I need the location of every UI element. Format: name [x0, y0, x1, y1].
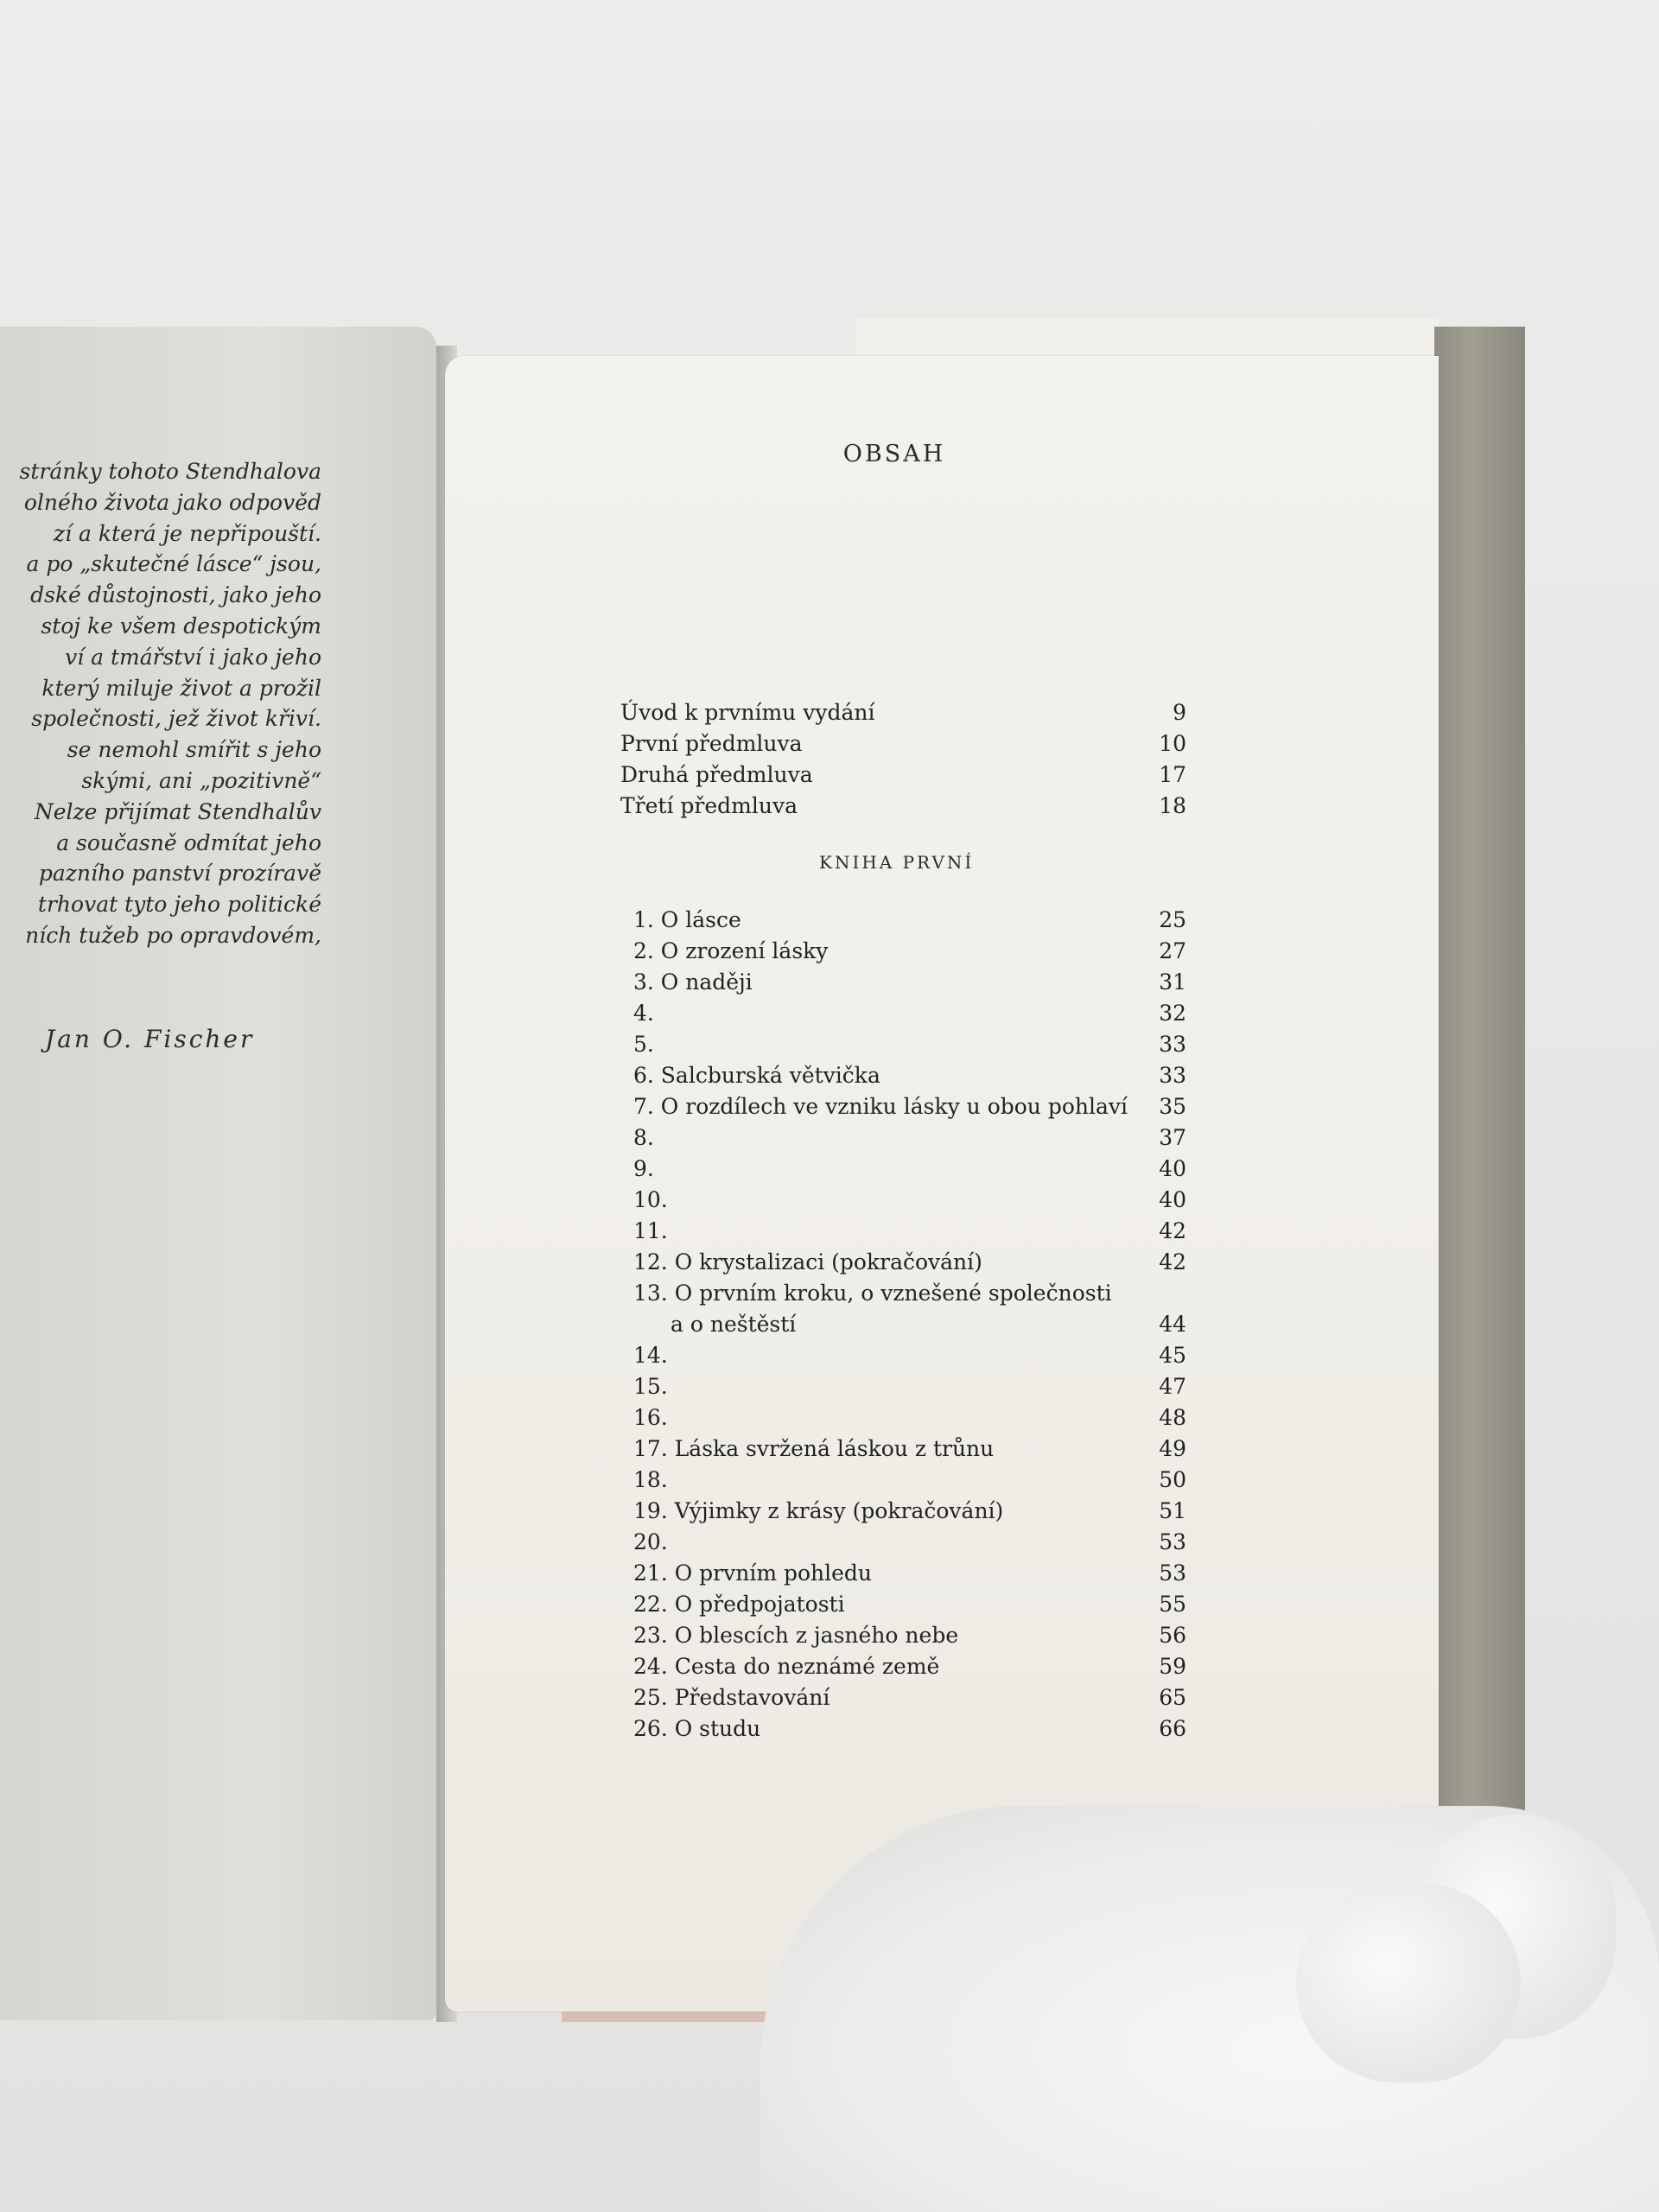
toc-entry-title: 6. Salcburská větvička: [633, 1063, 880, 1088]
left-line: olného života jako odpověď: [23, 489, 321, 515]
toc-entry-page: 33: [1159, 1063, 1186, 1088]
left-line: pazního panství prozíravě: [38, 861, 321, 887]
left-line: stránky tohoto Stendhalova: [19, 459, 321, 484]
toc-entry: [620, 700, 1186, 729]
toc-entry-page: 44: [1159, 1312, 1186, 1337]
toc-entry: [620, 1187, 1186, 1217]
toc-entry-title: 7. O rozdílech ve vzniku lásky u obou pohlaví: [633, 1094, 1128, 1119]
left-page-text: [0, 456, 321, 951]
toc-entry-title: 18.: [633, 1467, 668, 1492]
left-line: se nemohl smířit s jeho: [67, 737, 321, 763]
toc-entry: [620, 1592, 1186, 1621]
toc-entry-title: 13. O prvním kroku, o vznešené společnosti: [633, 1281, 1112, 1306]
toc-entry: [620, 1685, 1186, 1714]
left-line: a současně odmítat jeho: [56, 830, 321, 855]
toc-entry-page: 65: [1159, 1685, 1186, 1710]
toc-entry-page: 10: [1159, 731, 1186, 756]
toc-entry-page: 9: [1173, 700, 1186, 725]
toc-entry: [620, 1374, 1186, 1403]
glove-finger: [1296, 1884, 1521, 2082]
toc-entry: [620, 1623, 1186, 1652]
toc-entry: [620, 907, 1186, 937]
toc-entry-title: 15.: [633, 1374, 668, 1399]
book-spine: [1434, 327, 1525, 2020]
toc-entry: [620, 731, 1186, 760]
toc-entry-page: 18: [1159, 793, 1186, 818]
toc-entry-page: 31: [1159, 969, 1186, 995]
toc-entry: [620, 1281, 1186, 1310]
toc-entry-title: 24. Cesta do neznámé země: [633, 1654, 940, 1679]
toc-entry-title: 14.: [633, 1343, 668, 1368]
toc-entry-title: 26. O studu: [633, 1716, 761, 1741]
toc-entry-title: 4.: [633, 1001, 654, 1026]
toc-entry-title: a o neštěstí: [671, 1312, 797, 1337]
toc-entry-page: 25: [1159, 907, 1186, 932]
toc-entry-title: 20.: [633, 1529, 668, 1554]
toc-entry: [620, 1343, 1186, 1372]
left-line: dské důstojnosti, jako jeho: [30, 582, 321, 608]
toc-entry: [620, 1125, 1186, 1154]
toc-entry-page: 32: [1159, 1001, 1186, 1026]
toc-entry-page: 42: [1159, 1218, 1186, 1243]
section-title: KNIHA PRVNÍ: [819, 852, 975, 873]
toc-entry-title: 25. Představování: [633, 1685, 830, 1710]
toc-entry: [620, 1467, 1186, 1497]
left-line: trhovat tyto jeho politické: [37, 892, 321, 918]
toc-entry: [620, 1529, 1186, 1559]
toc-entry: [620, 1001, 1186, 1030]
toc-entry-page: 49: [1159, 1436, 1186, 1461]
toc-entry-title: 21. O prvním pohledu: [633, 1560, 873, 1586]
toc-entry-page: 37: [1159, 1125, 1186, 1150]
toc-entry-title: 23. O blescích z jasného nebe: [633, 1623, 959, 1648]
toc-entry: [620, 1436, 1186, 1465]
toc-entry: [620, 1032, 1186, 1061]
toc-entry-title: 10.: [633, 1187, 668, 1212]
toc-entry-title: 8.: [633, 1125, 654, 1150]
toc-entry: [620, 1560, 1186, 1590]
toc-entry: [620, 1063, 1186, 1092]
signature: Jan O. Fischer: [45, 1025, 255, 1053]
toc-entry-page: 45: [1159, 1343, 1186, 1368]
left-line: Nelze přijímat Stendhalův: [34, 798, 321, 824]
left-line: a po „skutečné lásce“ jsou,: [26, 551, 321, 577]
toc-entry-title: 1. O lásce: [633, 907, 741, 932]
left-line: společnosti, jež život křiví.: [31, 706, 321, 732]
toc-entry-page: 33: [1159, 1032, 1186, 1057]
toc-entry: [620, 1716, 1186, 1745]
toc-entry-page: 51: [1159, 1498, 1186, 1523]
toc-entry: [620, 1654, 1186, 1683]
toc-entry-title: Třetí předmluva: [620, 793, 798, 818]
toc-entry-title: První předmluva: [620, 731, 803, 756]
toc-entry-page: 27: [1159, 938, 1186, 963]
toc-entry-title: 9.: [633, 1156, 654, 1181]
toc-entry-page: 48: [1159, 1405, 1186, 1430]
toc-entry-title: Druhá předmluva: [620, 762, 813, 787]
page-title: OBSAH: [842, 441, 946, 467]
toc-entry-title: 5.: [633, 1032, 654, 1057]
toc-entry-page: 53: [1159, 1560, 1186, 1586]
toc-entry-page: 35: [1159, 1094, 1186, 1119]
toc-entry-page: 17: [1159, 762, 1186, 787]
toc-entry: [620, 1249, 1186, 1279]
toc-entry-page: 40: [1159, 1156, 1186, 1181]
toc-entry: [620, 793, 1186, 823]
toc-entry-page: 47: [1159, 1374, 1186, 1399]
toc-entry-page: 42: [1159, 1249, 1186, 1274]
toc-entry: [620, 1405, 1186, 1434]
toc-entry-page: 53: [1159, 1529, 1186, 1554]
toc-entry-page: 59: [1159, 1654, 1186, 1679]
left-line: stoj ke všem despotickým: [41, 613, 321, 639]
toc-entry: [620, 1312, 1186, 1341]
toc-entry: [620, 938, 1186, 968]
toc-entry: [620, 1498, 1186, 1528]
left-line: ních tužeb po opravdovém,: [25, 922, 321, 948]
toc-entry-title: 2. O zrození lásky: [633, 938, 829, 963]
toc-entry: [620, 969, 1186, 999]
toc-entry-title: Úvod k prvnímu vydání: [620, 700, 875, 725]
toc-entry: [620, 762, 1186, 791]
toc-entry-page: 40: [1159, 1187, 1186, 1212]
toc-entry-title: 17. Láska svržená láskou z trůnu: [633, 1436, 995, 1461]
toc-entry-page: 56: [1159, 1623, 1186, 1648]
toc-entry-title: 19. Výjimky z krásy (pokračování): [633, 1498, 1004, 1523]
toc-entry-title: 16.: [633, 1405, 668, 1430]
toc-entry-page: 55: [1159, 1592, 1186, 1617]
toc-entry-title: 11.: [633, 1218, 668, 1243]
toc-entry-title: 3. O naději: [633, 969, 753, 995]
left-line: ví a tmářství i jako jeho: [65, 644, 321, 670]
left-line: skými, ani „pozitivně“: [81, 767, 321, 793]
toc-entry-title: 22. O předpojatosti: [633, 1592, 845, 1617]
toc-entry-title: 12. O krystalizaci (pokračování): [633, 1249, 982, 1274]
toc-entry: [620, 1094, 1186, 1123]
left-line: který miluje život a prožil: [41, 675, 321, 701]
toc-entry-page: 50: [1159, 1467, 1186, 1492]
left-page: [0, 327, 436, 2020]
toc-entry: [620, 1218, 1186, 1248]
toc-entry: [620, 1156, 1186, 1185]
left-line: zí a která je nepřipouští.: [53, 520, 321, 546]
toc-entry-page: 66: [1159, 1716, 1186, 1741]
